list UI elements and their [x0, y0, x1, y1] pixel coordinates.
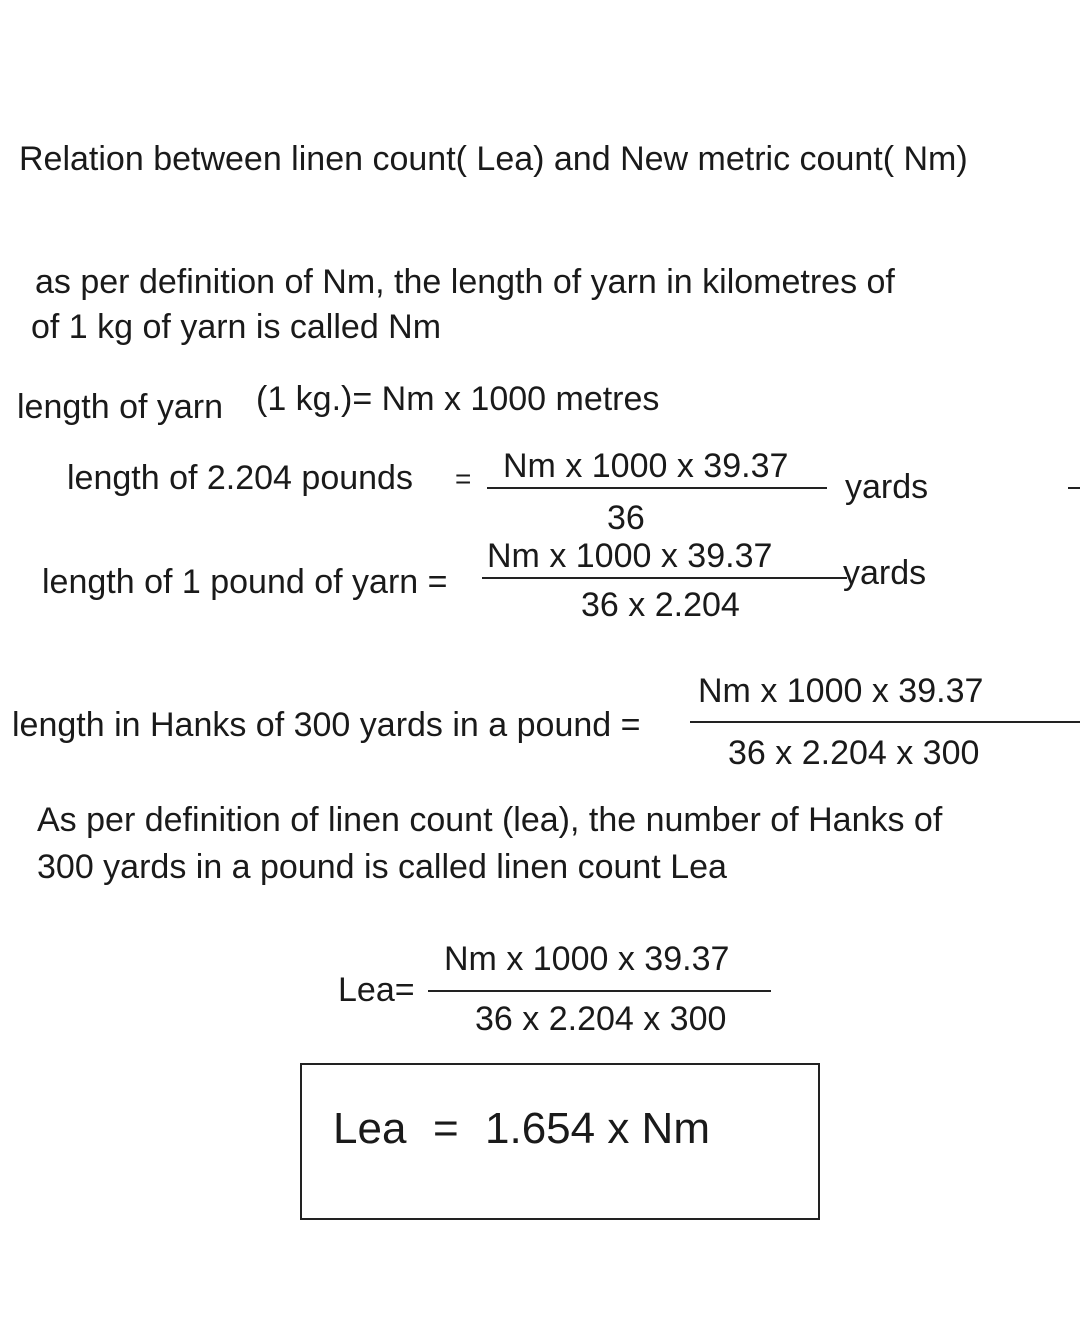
step4-lhs: length in Hanks of 300 yards in a pound =: [12, 706, 641, 744]
step5-fraction-bar: [428, 990, 771, 992]
step5-lhs: Lea=: [338, 971, 415, 1009]
step1-lhs: length of yarn: [17, 388, 224, 426]
step5-denominator: 36 x 2.204 x 300: [475, 1000, 727, 1038]
result-equals: =: [433, 1104, 459, 1153]
result-rhs: 1.654 x Nm: [485, 1104, 710, 1153]
step4-denominator: 36 x 2.204 x 300: [728, 734, 980, 772]
step2-lhs: length of 2.204 pounds: [67, 459, 413, 497]
step2-equals: =: [455, 463, 472, 494]
step3-unit: yards: [843, 554, 927, 592]
step2-edge-dash: [1068, 487, 1080, 489]
step2-denominator: 36: [607, 499, 645, 537]
result-lhs: Lea: [333, 1104, 407, 1153]
step2-fraction-bar: [487, 487, 827, 489]
step4-numerator: Nm x 1000 x 39.37: [698, 672, 984, 710]
lea-definition-line-2: 300 yards in a pound is called linen count Lea: [37, 848, 727, 886]
nm-definition-line-1: as per definition of Nm, the length of yarn in kilometres of: [35, 263, 895, 301]
step5-numerator: Nm x 1000 x 39.37: [444, 940, 730, 978]
step3-denominator: 36 x 2.204: [581, 586, 740, 624]
step3-lhs: length of 1 pound of yarn =: [42, 563, 448, 601]
step2-unit: yards: [845, 468, 929, 506]
nm-definition-line-2: of 1 kg of yarn is called Nm: [31, 308, 442, 346]
step3-fraction-bar: [482, 577, 847, 579]
page-title: Relation between linen count( Lea) and New metric count( Nm): [19, 140, 968, 178]
step1-rhs: (1 kg.)= Nm x 1000 metres: [256, 380, 660, 418]
step4-fraction-bar: [690, 721, 1080, 723]
step2-numerator: Nm x 1000 x 39.37: [503, 447, 789, 485]
lea-definition-line-1: As per definition of linen count (lea), the number of Hanks of: [37, 801, 943, 839]
step3-numerator: Nm x 1000 x 39.37: [487, 537, 773, 575]
